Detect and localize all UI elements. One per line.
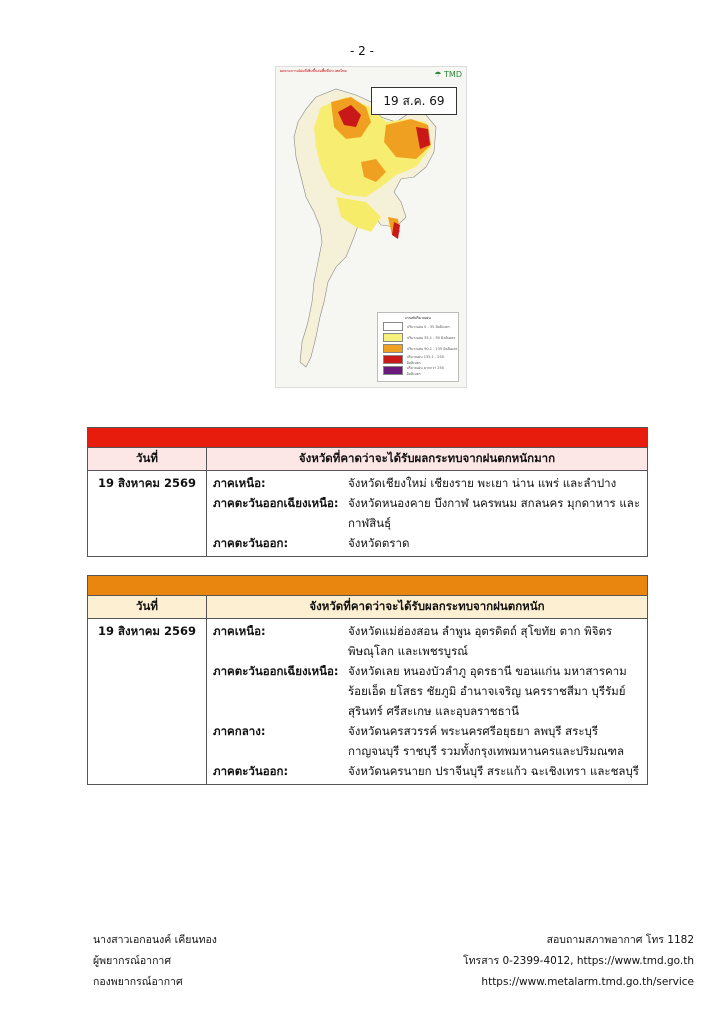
legend-label: ปริมาณฝน 35.1 - 90 มิลลิเมตร: [407, 335, 456, 340]
forecaster-position: ผู้พยากรณ์อากาศ: [93, 955, 171, 967]
legend-swatch: [383, 355, 403, 364]
forecaster-division: กองพยากรณ์อากาศ: [93, 976, 183, 988]
legend-label: ปริมาณฝน มากกว่า 250 มิลลิเมตร: [406, 365, 444, 376]
legend-swatch: [383, 344, 403, 353]
contact-service-link[interactable]: https://www.metalarm.tmd.go.th/service: [481, 976, 694, 988]
date-column-header: วันที่: [88, 448, 207, 471]
date-column-header: วันที่: [88, 596, 207, 619]
contact-fax-website[interactable]: โทรสาร 0-2399-4012, https://www.tmd.go.th: [463, 955, 694, 967]
legend-label: ปริมาณฝน 90.1 - 135 มิลลิเมตร: [407, 346, 458, 351]
region-provinces: จังหวัดหนองคาย บึงกาฬ นครพนม สกลนคร มุกดาหาร และกาฬสินธุ์: [348, 496, 641, 530]
legend-label: ปริมาณฝน 135.1 - 250 มิลลิเมตร: [406, 354, 444, 365]
legend-label: ปริมาณฝน 0 - 35 มิลลิเมตร: [407, 324, 450, 329]
very-heavy-rain-table: [87, 427, 648, 557]
region-provinces: จังหวัดนครสวรรค์ พระนครศรีอยุธยา ลพบุรี สระบุรี กาญจนบุรี ราชบุรี รวมทั้งกรุงเทพมหานครและปริมณฑล: [348, 724, 625, 758]
date-cell: 19 สิงหาคม 2569: [88, 619, 207, 785]
legend-swatch: [383, 333, 403, 342]
heavy-rain-table: [87, 575, 648, 785]
region-row: [213, 473, 641, 493]
legend-item: [378, 343, 458, 354]
region-name: ภาคตะวันออก:: [213, 764, 289, 778]
region-provinces: จังหวัดเชียงใหม่ เชียงราย พะเยา น่าน แพร่ และลำปาง: [348, 476, 617, 490]
region-row: [213, 661, 641, 721]
legend-item: [378, 321, 458, 332]
map-date-label: 19 ส.ค. 69: [371, 87, 457, 115]
legend-swatch: [383, 366, 403, 375]
region-row: [213, 493, 641, 533]
forecaster-name: นางสาวเอกอนงค์ เคียนทอง: [93, 934, 217, 946]
legend-item: [378, 354, 458, 365]
region-provinces: จังหวัดตราด: [348, 536, 410, 550]
contact-info: [463, 930, 694, 993]
legend-title: เกณฑ์ปริมาณฝน: [405, 316, 431, 320]
region-name: ภาคกลาง:: [213, 724, 266, 738]
region-row: [213, 721, 641, 761]
logo-text: TMD: [444, 70, 462, 79]
region-row: [213, 621, 641, 661]
region-provinces: จังหวัดนครนายก ปราจีนบุรี สระแก้ว ฉะเชิงเทรา และชลบุรี: [348, 764, 639, 778]
map-legend: [377, 312, 459, 382]
table-color-bar: [88, 428, 648, 448]
region-name: ภาคตะวันออกเฉียงเหนือ:: [213, 664, 339, 678]
date-cell: 19 สิงหาคม 2569: [88, 471, 207, 557]
legend-item: [378, 332, 458, 343]
region-row: [213, 533, 641, 553]
tmd-logo: ☂ TMD: [434, 70, 462, 79]
region-provinces: จังหวัดเลย หนองบัวลำภู อุดรธานี ขอนแก่น มหาสารคาม ร้อยเอ็ด ยโสธร ชัยภูมิ อำนาจเจริญ นครราชสีมา บุรีรัมย์ สุรินทร์ ศรีสะเกษ และอุบลราชธานี: [348, 664, 627, 718]
provinces-column-header: จังหวัดที่คาดว่าจะได้รับผลกระทบจากฝนตกหนัก: [207, 596, 648, 619]
map-title: ผลคาดการณ์ฝนที่เพิ่มขึ้นต่อพื้นที่ประเทศไทย: [280, 69, 347, 73]
legend-swatch: [383, 322, 403, 331]
region-name: ภาคเหนือ:: [213, 476, 266, 490]
provinces-column-header: จังหวัดที่คาดว่าจะได้รับผลกระทบจากฝนตกหนักมาก: [207, 448, 648, 471]
legend-item: [378, 365, 458, 376]
table-color-bar: [88, 576, 648, 596]
region-row: [213, 761, 641, 781]
region-name: ภาคตะวันออก:: [213, 536, 289, 550]
regions-cell: [207, 471, 648, 557]
regions-cell: [207, 619, 648, 785]
page-number: - 2 -: [350, 44, 374, 58]
forecaster-info: [93, 930, 217, 993]
contact-phone: สอบถามสภาพอากาศ โทร 1182: [546, 934, 694, 946]
region-name: ภาคเหนือ:: [213, 624, 266, 638]
region-name: ภาคตะวันออกเฉียงเหนือ:: [213, 496, 339, 510]
region-provinces: จังหวัดแม่ฮ่องสอน ลำพูน อุตรดิตถ์ สุโขทัย ตาก พิจิตร พิษณุโลก และเพชรบูรณ์: [348, 624, 613, 658]
